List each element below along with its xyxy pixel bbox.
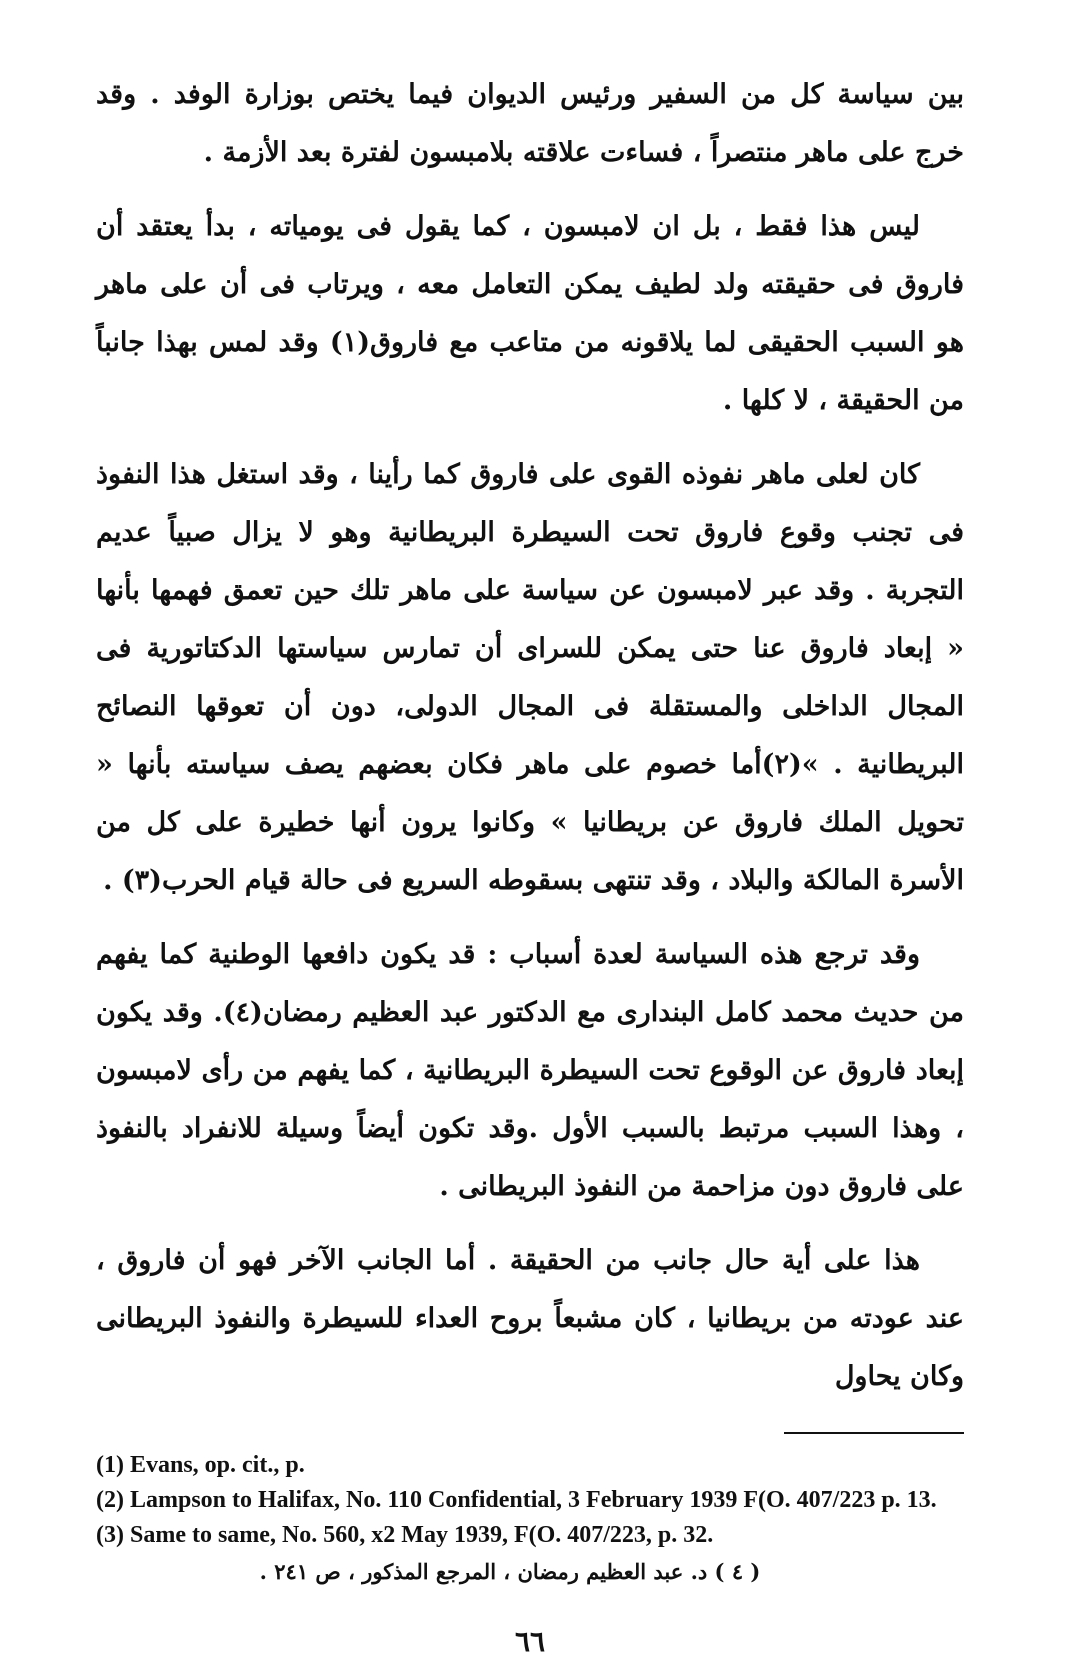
page-number: ٦٦ [514,1625,546,1658]
footnote-3: (3) Same to same, No. 560, x2 May 1939, F(O. 407/223, p. 32. [96,1522,714,1548]
document-page [96,66,964,1658]
paragraph-5: هذا على أية حال جانب من الحقيقة . أما الجانب الآخر فهو أن فاروق ، عند عودته من بريطانيا ، كان مشبعاً بروح العداء للسيطرة والنفوذ البريطانى وكان يحاول [96,1245,964,1392]
paragraph-2: ليس هذا فقط ، بل ان لامبسون ، كما يقول فى يومياته ، بدأ يعتقد أن فاروق فى حقيقته ولد لطيف يمكن التعامل معه ، ويرتاب فى أن على ماهر هو السبب الحقيقى لما يلاقونه من متاعب مع فاروق(١) وقد لمس بهذا جانباً من الحقيقة ، لا كلها . [96,211,964,416]
footnote-2: (2) Lampson to Halifax, No. 110 Confidential, 3 February 1939 F(O. 407/223 p. 13. [96,1487,937,1513]
footnote-1: (1) Evans, op. cit., p. [96,1452,305,1478]
paragraph-4: وقد ترجع هذه السياسة لعدة أسباب : قد يكون دافعها الوطنية كما يفهم من حديث محمد كامل البندارى مع الدكتور عبد العظيم رمضان(٤). وقد يكون إبعاد فاروق عن الوقوع تحت السيطرة البريطانية ، كما يفهم من رأى لامبسون ، وهذا السبب مرتبط بالسبب الأول .وقد تكون أيضاً وسيلة للانفراد بالنفوذ على فاروق دون مزاحمة من النفوذ البريطانى . [96,939,965,1202]
paragraph-3: كان لعلى ماهر نفوذه القوى على فاروق كما رأينا ، وقد استغل هذا النفوذ فى تجنب وقوع فاروق تحت السيطرة البريطانية وهو لا يزال صبياً عديم التجربة . وقد عبر لامبسون عن سياسة على ماهر تلك حين تعمق فهمها بأنها « إبعاد فاروق عنا حتى يمكن للسراى أن تمارس سياستها الدكتاتورية فى المجال الداخلى والمستقلة فى المجال الدولى، دون أن تعوقها النصائح البريطانية . »(٢)أما خصوم على ماهر فكان بعضهم يصف سياسته بأنها « تحويل الملك فاروق عن بريطانيا » وكانوا يرون أنها خطيرة على كل من الأسرة المالكة والبلاد ، وقد تنتهى بسقوطه السريع فى حالة قيام الحرب(٣) . [96,459,964,896]
paragraph-1: بين سياسة كل من السفير ورئيس الديوان فيما يختص بوزارة الوفد . وقد خرج على ماهر منتصراً ، فساءت علاقته بلامبسون لفترة بعد الأزمة . [96,79,964,168]
footnote-divider [784,1432,964,1434]
footnote-4: ( ٤ ) د. عبد العظيم رمضان ، المرجع المذكور ، ص ٢٤١ . [259,1559,761,1584]
footnotes [96,1448,964,1591]
body-text [96,66,964,1406]
